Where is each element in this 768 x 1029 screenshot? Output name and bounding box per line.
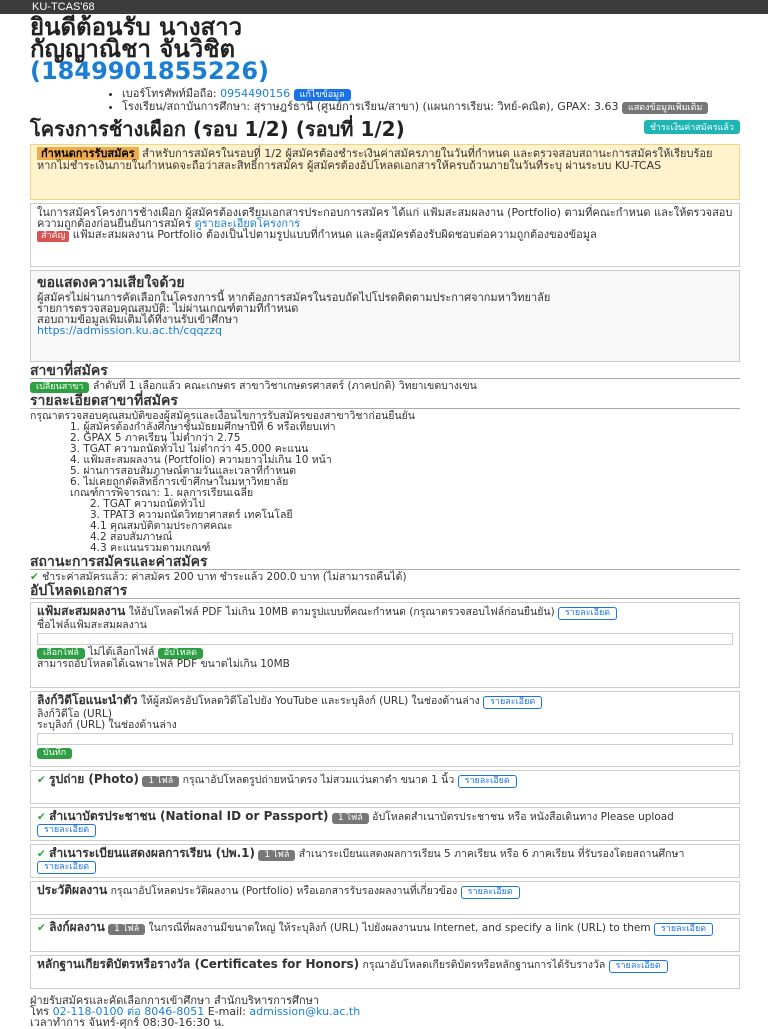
project-title: โครงการช้างเผือก (รอบ 1/2) (รอบที่ 1/2) [30, 117, 405, 141]
phone-link[interactable]: 0954490156 [220, 87, 291, 100]
list-item: 3. TPAT3 ความถนัดวิทยาศาสตร์ เทคโนโลยี [90, 509, 293, 521]
doc-certificates [30, 955, 740, 989]
edit-profile-button[interactable]: แก้ไขข้อมูล [294, 89, 351, 101]
doc-portfolio-history [30, 881, 740, 915]
applicant-name: กัญญาณิชา จันวิชิต [30, 35, 236, 63]
doc-title: สำเนาบัตรประชาชน (National ID or Passport) [49, 809, 329, 823]
doc-text: อัปโหลดสำเนาบัตรประชาชน หรือ หนังสือเดินทาง Please upload [372, 811, 674, 823]
title-prefix: ยินดีต้อนรับ นางสาว [30, 13, 243, 41]
notice-text: ในการสมัครโครงการช้างเผือก ผู้สมัครต้องเตรียมเอกสารประกอบการสมัคร ได้แก่ แฟ้มสะสมผลงาน (Portfolio) ตามที่คณะกำหนด และให้ตรวจสอบความถูกต้องก่อนยืนยันการสมัคร [37, 206, 733, 230]
app-brand: KU-TCAS'68 [32, 1, 95, 13]
major-heading: สาขาที่สมัคร [30, 365, 740, 379]
doc-transcript [30, 844, 740, 878]
save-button[interactable]: บันทึก [37, 748, 72, 759]
result-card [30, 270, 740, 362]
check-icon: ✔ [37, 774, 46, 786]
important-chip: สำคัญ [37, 231, 69, 242]
footer-text: ฝ่ายรับสมัครและคัดเลือกการเข้าศึกษา สำนักบริหารการศึกษา [30, 994, 320, 1007]
footer [30, 995, 740, 1028]
file-count-badge: 1 ไฟล์ [258, 850, 295, 861]
check-icon: ✔ [30, 571, 39, 583]
more-info-button[interactable]: แสดงข้อมูลเพิ่มเติม [622, 102, 708, 114]
details-button[interactable]: รายละเอียด [461, 886, 520, 899]
result-bullet-2: สอบถามข้อมูลเพิ่มเติมได้ที่งานรับเข้าศึกษา [37, 313, 239, 326]
doc-title: แฟ้มสะสมผลงาน [37, 604, 126, 618]
footer-email-label: E-mail: [207, 1005, 246, 1018]
field-label-2: ระบุลิงก์ (URL) ในช่องด้านล่าง [37, 719, 177, 731]
footer-note: เวลาทำการ จันทร์-ศุกร์ 08:30-16:30 น. [30, 1016, 225, 1029]
portfolio-upload [30, 602, 740, 688]
schedule-warning [30, 144, 740, 200]
phone-label: เบอร์โทรศัพท์มือถือ: [122, 87, 217, 100]
upload-note: สามารถอัปโหลดได้เฉพาะไฟล์ PDF ขนาดไม่เกิน 10MB [37, 658, 290, 670]
doc-text: สำเนาระเบียนแสดงผลการเรียน 5 ภาคเรียน หรือ 6 ภาคเรียน ที่รับรองโดยสถานศึกษา [298, 848, 685, 860]
requirement-list [30, 422, 740, 554]
project-header [30, 117, 740, 141]
change-major-button[interactable]: เปลี่ยนสาขา [30, 382, 89, 393]
major-detail: ลำดับที่ 1 เลือกแล้ว คณะเกษตร สาขาวิชาเกษตรศาสตร์ (ภาคปกติ) วิทยาเขตบางเขน [92, 380, 477, 392]
list-item: 4. แฟ้มสะสมผลงาน (Portfolio) ความยาวไม่เกิน 10 หน้า [70, 454, 332, 466]
list-item: 4.3 คะแนนรวมตามเกณฑ์ [90, 542, 211, 554]
details-button[interactable]: รายละเอียด [458, 775, 517, 788]
project-notice [30, 203, 740, 267]
list-item: 3. TGAT ความถนัดทั่วไป ไม่ต่ำกว่า 45.000 คะแนน [70, 443, 309, 455]
doc-title: ลิงก์วิดีโอแนะนำตัว [37, 693, 138, 707]
details-button[interactable]: รายละเอียด [558, 607, 617, 620]
footer-phone-link[interactable]: 02-118-0100 ต่อ 8046-8051 [52, 1005, 205, 1018]
details-button[interactable]: รายละเอียด [37, 824, 96, 837]
school-row [122, 101, 740, 114]
check-icon: ✔ [37, 848, 46, 860]
doc-text: กรุณาอัปโหลดรูปถ่ายหน้าตรง ไม่สวมแว่นตาดำ ขนาด 1 นิ้ว [182, 774, 455, 786]
doc-title: ประวัติผลงาน [37, 883, 108, 897]
details-button[interactable]: รายละเอียด [37, 861, 96, 874]
upload-heading: อัปโหลดเอกสาร [30, 585, 740, 599]
check-icon: ✔ [37, 922, 46, 934]
footer-email-link[interactable]: admission@ku.ac.th [249, 1005, 361, 1018]
school-text: โรงเรียน/สถาบันการศึกษา: สุราษฎร์ธานี (ศูนย์การเรียน/สาขา) (แผนการเรียน: วิทย์-คณิต), GPAX: 3.63 [122, 100, 619, 113]
video-upload [30, 691, 740, 767]
top-bar [0, 0, 768, 14]
page-title [30, 13, 740, 85]
doc-photo [30, 770, 740, 804]
list-item: 2. TGAT ความถนัดทั่วไป [90, 498, 205, 510]
check-icon: ✔ [37, 811, 46, 823]
doc-text: กรุณาอัปโหลดประวัติผลงาน (Portfolio) หรือเอกสารรับรองผลงานที่เกี่ยวข้อง [110, 885, 458, 897]
warning-tag: กำหนดการรับสมัคร [37, 147, 139, 160]
list-item: 4.2 สอบสัมภาษณ์ [90, 531, 173, 543]
applicant-id: (1849901855226) [30, 57, 270, 85]
doc-text: ในกรณีที่ผลงานมีขนาดใหญ่ ให้ระบุลิงก์ (URL) ไปยังผลงานบน Internet, and specify a link (URL) to them [148, 922, 651, 934]
doc-text: ให้อัปโหลดไฟล์ PDF ไม่เกิน 10MB ตามรูปแบบที่คณะกำหนด (กรุณาตรวจสอบไฟล์ก่อนยืนยัน) [128, 606, 555, 618]
list-item: 6. ไม่เคยถูกตัดสิทธิ์การเข้าศึกษาในมหาวิทยาลัย [70, 476, 289, 488]
doc-title: หลักฐานเกียรติบัตรหรือรางวัล (Certificates for Honors) [37, 957, 360, 971]
file-count-badge: 1 ไฟล์ [108, 924, 145, 935]
doc-national-id [30, 807, 740, 841]
detail-intro: กรุณาตรวจสอบคุณสมบัติของผู้สมัครและเงื่อนไขการรับสมัครของสาขาวิชาก่อนยืนยัน [30, 410, 415, 422]
upload-button[interactable]: อัปโหลด [158, 648, 203, 659]
notice-text-2: แฟ้มสะสมผลงาน Portfolio ต้องเป็นไปตามรูปแบบที่กำหนด และผู้สมัครต้องรับผิดชอบต่อความถูกต้องของข้อมูล [72, 228, 597, 241]
doc-text: กรุณาอัปโหลดเกียรติบัตรหรือหลักฐานการได้รับรางวัล [362, 959, 606, 971]
footer-phone-label: โทร [30, 1005, 50, 1018]
file-count-badge: 1 ไฟล์ [142, 776, 179, 787]
details-button[interactable]: รายละเอียด [483, 696, 542, 709]
applicant-meta [70, 88, 740, 114]
status-text [30, 572, 740, 583]
no-file-text: ไม่ได้เลือกไฟล์ [88, 646, 155, 658]
payment-status-button[interactable]: ชำระเงินค่าสมัครแล้ว [644, 120, 740, 134]
details-button[interactable]: รายละเอียด [609, 960, 668, 973]
doc-work-link [30, 918, 740, 952]
file-count-badge: 1 ไฟล์ [332, 813, 369, 824]
field-label: ชื่อไฟล์แฟ้มสะสมผลงาน [37, 619, 147, 631]
status-heading: สถานะการสมัครและค่าสมัคร [30, 556, 740, 570]
detail-heading: รายละเอียดสาขาที่สมัคร [30, 395, 740, 409]
list-item: 4.1 คุณสมบัติตามประกาศคณะ [90, 520, 233, 532]
warning-text: สำหรับการสมัครในรอบที่ 1/2 ผู้สมัครต้องชำระเงินค่าสมัครภายในวันที่กำหนด และตรวจสอบสถานะการสมัครให้เรียบร้อย หากไม่ชำระเงินภายในกำหนดจะถือว่าสละสิทธิ์การสมัคร ผู้สมัครต้องอัปโหลดเอกสารให้ครบถ้วนภายในวันที่ระบุ ผ่านระบบ KU-TCAS [37, 147, 713, 172]
major-text [30, 381, 740, 393]
result-link[interactable]: https://admission.ku.ac.th/cqqzzq [37, 324, 222, 337]
notice-link[interactable]: ดูรายละเอียดโครงการ [194, 217, 301, 230]
video-url-input[interactable] [37, 733, 733, 745]
result-text: ผู้สมัครไม่ผ่านการคัดเลือกในโครงการนี้ หากต้องการสมัครในรอบถัดไปโปรดติดตามประกาศจากมหาวิทยาลัย [37, 291, 551, 304]
doc-title: ลิงก์ผลงาน [49, 920, 105, 934]
portfolio-name-input[interactable] [37, 633, 733, 645]
doc-title: รูปถ่าย (Photo) [49, 772, 139, 786]
doc-title: สำเนาระเบียนแสดงผลการเรียน (ปพ.1) [49, 846, 256, 860]
list-item: 5. ผ่านการสอบสัมภาษณ์ตามวันและเวลาที่กำหนด [70, 465, 297, 477]
choose-file-button[interactable]: เลือกไฟล์ [37, 648, 85, 659]
result-bullet-1: รายการตรวจสอบคุณสมบัติ: ไม่ผ่านเกณฑ์ตามที่กำหนด [37, 302, 299, 315]
list-item: 2. GPAX 5 ภาคเรียน ไม่ต่ำกว่า 2.75 [70, 432, 241, 444]
details-button[interactable]: รายละเอียด [654, 923, 713, 936]
fee-text: ชำระค่าสมัครแล้ว: ค่าสมัคร 200 บาท ชำระแล้ว 200.0 บาท (ไม่สามารถคืนได้) [42, 571, 407, 583]
field-label: ลิงก์วิดีโอ (URL) [37, 708, 112, 720]
result-title: ขอแสดงความเสียใจด้วย [37, 275, 185, 291]
doc-text: ให้ผู้สมัครอัปโหลดวิดีโอไปยัง YouTube และระบุลิงก์ (URL) ในช่องด้านล่าง [140, 695, 480, 707]
criteria-title: เกณฑ์การพิจารณา: 1. ผลการเรียนเฉลี่ย [70, 487, 254, 499]
list-item: 1. ผู้สมัครต้องกำลังศึกษาชั้นมัธยมศึกษาปีที่ 6 หรือเทียบเท่า [70, 421, 336, 433]
